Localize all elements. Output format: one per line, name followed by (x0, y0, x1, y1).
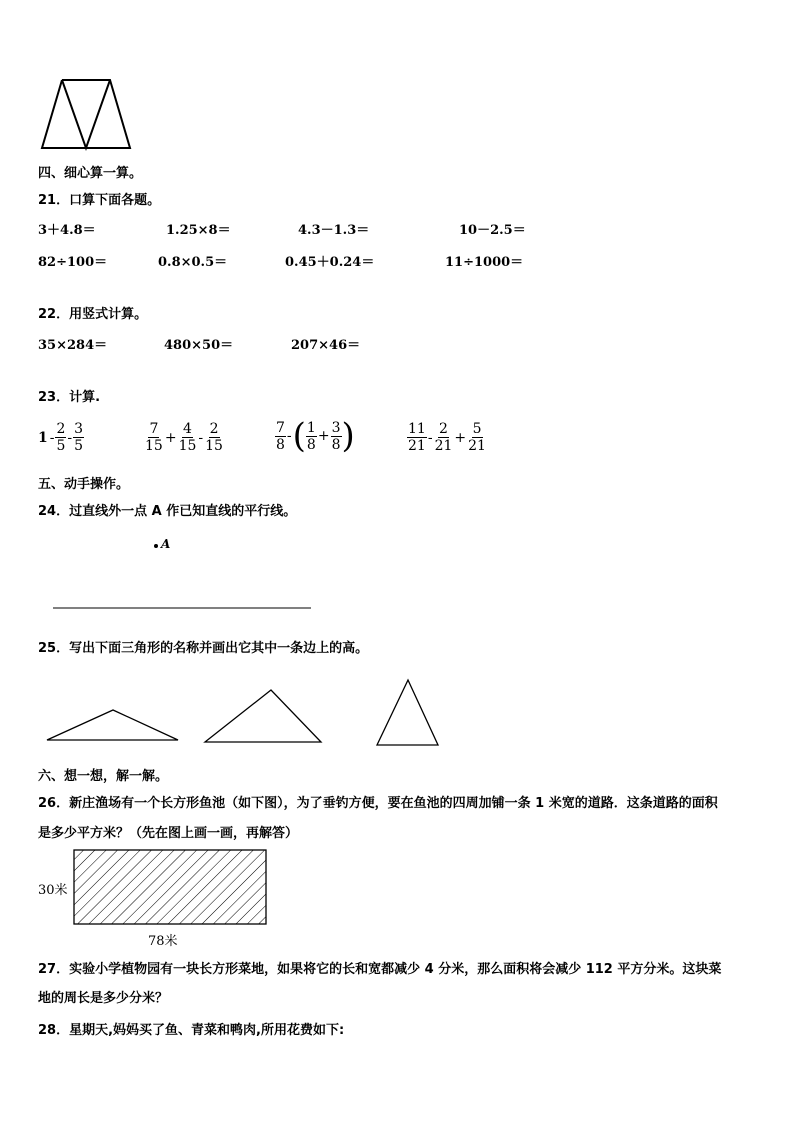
q23-title: 23．计算. (38, 390, 101, 405)
operator: - (67, 429, 73, 446)
fraction: $\frac{3}{5}$ (74, 421, 84, 454)
fraction: $\frac{3}{8}$ (331, 419, 341, 453)
section-5-heading: 五、动手操作。 (38, 477, 130, 492)
fraction: $\frac{7}{15}$ (145, 421, 163, 454)
operator: + (454, 429, 467, 446)
q26-line-1: 26．新庄渔场有一个长方形鱼池（如下图），为了垂钓方便，要在鱼池的四周加铺一条 1 米宽的道路．这条道路的面积 (38, 796, 718, 811)
operator: + (164, 429, 177, 446)
pond-length-label: 78米 (148, 934, 178, 949)
right-paren: ) (341, 416, 355, 456)
fraction: $\frac{5}{21}$ (468, 421, 486, 454)
q21-item: 0.45＋0.24＝ (285, 255, 375, 270)
operator: + (317, 428, 330, 444)
fraction: $\frac{2}{5}$ (56, 421, 66, 454)
fish-pond-rectangle (73, 849, 269, 926)
right-triangle (202, 688, 324, 744)
point-a-label: A (161, 537, 171, 551)
q22-item: 207×46＝ (291, 338, 361, 353)
fraction: $\frac{2}{21}$ (434, 421, 453, 454)
q23-expression-2 (144, 421, 224, 454)
q21-item: 4.3－1.3＝ (298, 223, 370, 238)
q28-line-1: 28．星期天,妈妈买了鱼、青菜和鸭肉,所用花费如下: (38, 1023, 345, 1038)
obtuse-triangle (44, 707, 184, 743)
q21-title: 21．口算下面各题。 (38, 193, 161, 208)
q21-item: 1.25×8＝ (166, 223, 231, 238)
fraction: $\frac{11}{21}$ (408, 421, 426, 454)
q25-title: 25．写出下面三角形的名称并画出它其中一条边上的高。 (38, 641, 369, 656)
q21-item: 10－2.5＝ (459, 223, 526, 238)
q27-line-1: 27．实验小学植物园有一块长方形菜地，如果将它的长和宽都减少 4 分米，那么面积将会减少 112 平方分米。这块菜 (38, 962, 722, 977)
operator: - (286, 428, 292, 444)
acute-triangle (374, 678, 442, 748)
q21-item: 82÷100＝ (38, 255, 108, 270)
given-line (53, 606, 313, 610)
lead-number: 1 (38, 429, 48, 446)
operator: - (198, 429, 204, 446)
fraction: $\frac{7}{8}$ (276, 419, 285, 453)
q27-line-2: 地的周长是多少分米？ (38, 991, 169, 1006)
q22-title: 22．用竖式计算。 (38, 307, 148, 322)
operator: - (49, 429, 55, 446)
left-paren: ( (292, 416, 306, 456)
fraction: $\frac{4}{15}$ (178, 421, 197, 454)
section-6-heading: 六、想一想，解一解。 (38, 769, 169, 784)
q21-item: 0.8×0.5＝ (158, 255, 228, 270)
fraction: $\frac{1}{8}$ (306, 419, 316, 453)
q22-item: 480×50＝ (164, 338, 234, 353)
q23-expression-4 (407, 421, 487, 454)
q21-item: 3＋4.8＝ (38, 223, 96, 238)
q21-item: 11÷1000＝ (445, 255, 524, 270)
section-4-heading: 四、细心算一算。 (38, 166, 143, 181)
operator: - (427, 429, 433, 446)
q23-expression-3 (275, 416, 355, 456)
q23-expression-1 (37, 421, 84, 454)
q22-item: 35×284＝ (38, 338, 108, 353)
q24-title: 24．过直线外一点 A 作已知直线的平行线。 (38, 504, 297, 519)
fraction: $\frac{2}{15}$ (205, 421, 223, 454)
pond-width-label: 30米 (38, 883, 68, 898)
point-a-dot (153, 543, 159, 549)
triangles-figure (40, 79, 132, 151)
q26-line-2: 是多少平方米？（先在图上画一画，再解答） (38, 826, 299, 841)
